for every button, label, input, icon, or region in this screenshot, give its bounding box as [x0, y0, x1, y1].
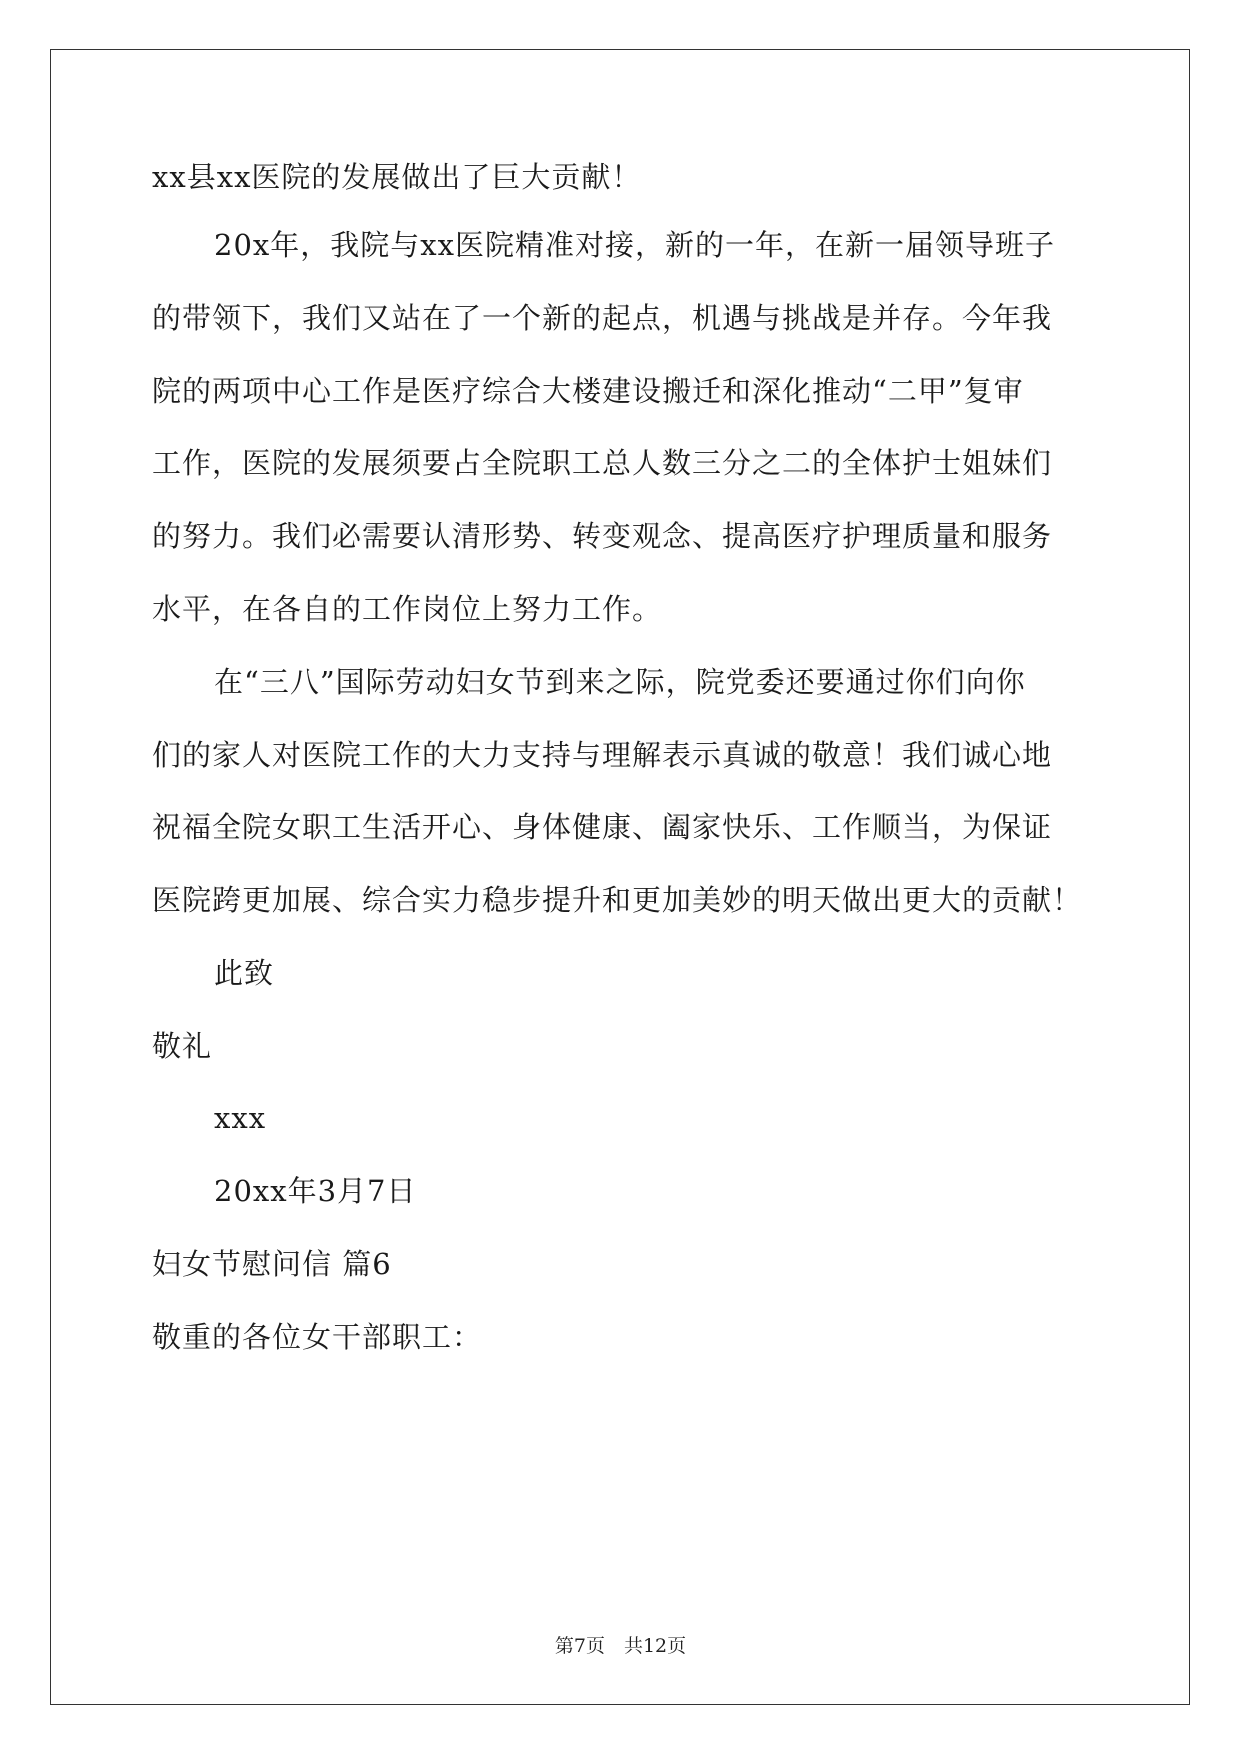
signature: xxx: [214, 1101, 267, 1135]
closing-salutation: 此致: [214, 956, 275, 990]
text-line-10: 祝福全院女职工生活开心、身体健康、阖家快乐、工作顺当，为保证: [152, 810, 1053, 844]
section-heading: 妇女节慰问信 篇6: [152, 1247, 392, 1281]
text-line-1: xx县xx医院的发展做出了巨大贡献！: [152, 160, 642, 194]
text-line-5: 工作，医院的发展须要占全院职工总人数三分之二的全体护士姐妹们: [152, 446, 1053, 480]
greeting-line: 敬重的各位女干部职工：: [152, 1320, 483, 1354]
text-line-7: 水平，在各自的工作岗位上努力工作。: [152, 592, 663, 626]
text-line-2: 20x年，我院与xx医院精准对接，新的一年，在新一届领导班子: [214, 228, 1055, 262]
text-line-9: 们的家人对医院工作的大力支持与理解表示真诚的敬意！我们诚心地: [152, 738, 1053, 772]
text-line-3: 的带领下，我们又站在了一个新的起点，机遇与挑战是并存。今年我: [152, 301, 1053, 335]
text-line-8: 在“三八”国际劳动妇女节到来之际，院党委还要通过你们向你: [214, 665, 1026, 699]
letter-date: 20xx年3月7日: [214, 1174, 417, 1208]
page-number-footer: 第7页 共12页: [554, 1635, 687, 1657]
closing-respect: 敬礼: [152, 1029, 213, 1063]
text-line-11: 医院跨更加展、综合实力稳步提升和更加美妙的明天做出更大的贡献！: [152, 883, 1083, 917]
text-line-6: 的努力。我们必需要认清形势、转变观念、提高医疗护理质量和服务: [152, 519, 1053, 553]
text-line-4: 院的两项中心工作是医疗综合大楼建设搬迁和深化推动“二甲”复审: [152, 374, 1024, 408]
